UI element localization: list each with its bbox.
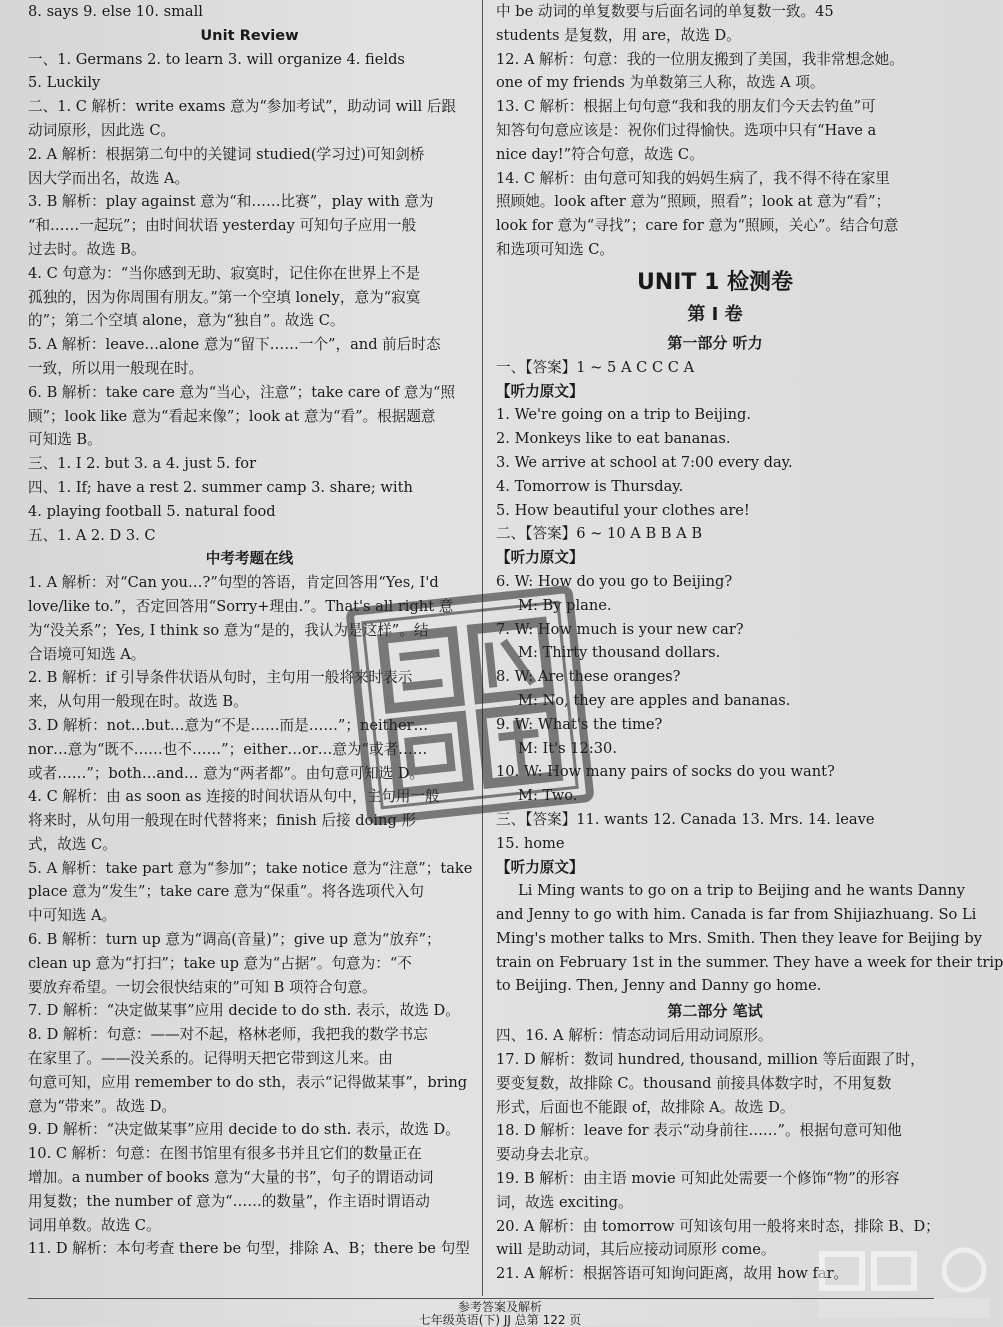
right-column-line: 15. home [496, 834, 565, 852]
left-column-line: 五、1. A 2. D 3. C [28, 526, 156, 544]
left-column-line: 用复数；the number of 意为“……的数量”，作主语时谓语动 [28, 1192, 430, 1210]
right-column-line: 【听力原文】 [496, 858, 584, 876]
left-column-line: 四、1. If; have a rest 2. summer camp 3. share; with [28, 478, 413, 496]
left-column-line: 将来时，从句用一般现在时代替将来；finish 后接 doing 形 [28, 812, 417, 830]
right-column-line: 【听力原文】 [496, 549, 584, 567]
right-column-line: 8. W: Are these oranges? [496, 668, 681, 686]
left-column-line: 过去时。故选 B。 [28, 240, 146, 258]
right-column-line: 二、【答案】6 ~ 10 A B B A B [496, 525, 703, 543]
left-column-line: 动词原形，因此选 C。 [28, 121, 176, 139]
footer-page-info: 七年级英语(下) JJ 总第 122 页 [418, 1313, 582, 1327]
right-column-line: 第 I 卷 [687, 303, 743, 325]
right-column-line: 10. W: How many pairs of socks do you want? [496, 763, 835, 781]
left-column-line: 8. D 解析：句意：——对不起，格林老师，我把我的数学书忘 [28, 1026, 428, 1044]
left-column-line: 中考考题在线 [205, 550, 294, 568]
right-column-line: 第二部分 笔试 [667, 1002, 763, 1021]
left-column-line: love/like to.”，否定回答用“Sorry+理由.”。That's all right 意 [28, 597, 454, 615]
left-column-line: 顾”；look like 意为“看起来像”；look at 意为“看”。根据题意 [28, 407, 436, 425]
right-column-line: 4. Tomorrow is Thursday. [496, 477, 684, 495]
left-column-line: 要放弃希望。一切会很快结束的”可知 B 项符合句意。 [28, 978, 377, 996]
left-column-line: Unit Review [200, 26, 299, 44]
right-column-line: 第一部分 听力 [667, 333, 763, 352]
footer-title: 参考答案及解析 [457, 1300, 542, 1314]
right-column-line: 要动身去北京。 [496, 1146, 599, 1164]
right-column-line: 和选项可知选 C。 [496, 240, 614, 258]
left-column-line: 来，从句用一般现在时。故选 B。 [28, 693, 248, 711]
left-column-line: 增加。a number of books 意为“大量的书”，句子的谓语动词 [28, 1169, 434, 1187]
right-column-line: nice day!”符合句意，故选 C。 [496, 145, 704, 163]
left-column-line: 二、1. C 解析：write exams 意为“参加考试”，助动词 will 后跟 [28, 98, 456, 116]
left-column-line: 5. A 解析：take part 意为“参加”；take notice 意为“注意”；take [28, 859, 473, 877]
right-column-line: 【听力原文】 [496, 382, 584, 400]
right-column-line: 知答句句意应该是：祝你们过得愉快。选项中只有“Have a [496, 121, 877, 139]
right-column-line: M: No, they are apples and bananas. [518, 691, 791, 709]
left-column-line: nor…意为“既不……也不……”；either…or…意为“或者…… [28, 740, 428, 758]
right-column-line: will 是助动词，其后应接动词原形 come。 [496, 1241, 776, 1259]
right-column-line: 三、【答案】11. wants 12. Canada 13. Mrs. 14. leave [496, 810, 875, 828]
right-column-line: UNIT 1 检测卷 [636, 269, 794, 295]
left-column-line: “和……一起玩”；由时间状语 yesterday 可知句子应用一般 [28, 217, 417, 235]
left-column-line: 词用单数。故选 C。 [28, 1216, 161, 1234]
right-column-line: one of my friends 为单数第三人称，故选 A 项。 [496, 74, 825, 92]
right-column-line: M: Thirty thousand dollars. [518, 644, 721, 662]
right-column-line: 20. A 解析：由 tomorrow 可知该句用一般将来时态，排除 B、D； [496, 1217, 940, 1235]
left-column-line: 4. C 句意为：“当你感到无助、寂寞时，记住你在世界上不是 [28, 264, 421, 282]
left-column-line: 4. C 解析：由 as soon as 连接的时间状语从句中，主句用一般 [28, 788, 440, 806]
right-column-line: 四、16. A 解析：情态动词后用动词原形。 [496, 1027, 773, 1045]
left-column-line: 合语境可知选 A。 [28, 645, 146, 663]
left-column-line: 11. D 解析：本句考查 there be 句型，排除 A、B；there be 句型 [28, 1240, 470, 1258]
left-column-line: 3. D 解析：not…but…意为“不是……而是……”；neither… [28, 716, 429, 734]
left-column-line: 6. B 解析：take care 意为“当心，注意”；take care of 意为“照 [28, 383, 456, 401]
left-column-line: 5. A 解析：leave…alone 意为“留下……一个”，and 前后时态 [28, 336, 441, 354]
left-column-line: clean up 意为“打扫”；take up 意为“占据”。句意为：“不 [28, 954, 412, 972]
left-column-line: 在家里了。——没关系的。记得明天把它带到这儿来。由 [28, 1050, 393, 1068]
left-column-line: 中可知选 A。 [28, 907, 117, 925]
left-column-line: place 意为“发生”；take care 意为“保重”。将各选项代入句 [28, 883, 424, 901]
right-column-line: 照顾她。look after 意为“照顾，照看”；look at 意为“看”； [496, 193, 891, 211]
right-column-line: 6. W: How do you go to Beijing? [496, 572, 733, 590]
page-footer [0, 1296, 1000, 1326]
left-column-line: 2. A 解析：根据第二句中的关键词 studied(学习过)可知剑桥 [28, 145, 425, 163]
left-column-line: 9. D 解析：“决定做某事”应用 decide to do sth. 表示，故选 D。 [28, 1121, 460, 1139]
left-column-line: 一、1. Germans 2. to learn 3. will organize 4. fields [28, 50, 405, 68]
right-column-line: 一、【答案】1 ~ 5 A C C C A [496, 358, 695, 376]
left-column-line: 可知选 B。 [28, 431, 102, 449]
right-column-line: 3. We arrive at school at 7:00 every day. [496, 453, 793, 471]
left-column-line: 一致，所以用一般现在时。 [28, 359, 204, 377]
right-column-line: and Jenny to go with him. Canada is far from Shijiazhuang. So Li [496, 906, 977, 924]
right-column-line: 18. D 解析：leave for 表示“动身前往……”。根据句意可知他 [496, 1122, 902, 1140]
left-column-line: 孤独的，因为你周围有朋友。”第一个空填 lonely，意为“寂寞 [28, 288, 421, 306]
left-column-line: 8. says 9. else 10. small [28, 3, 203, 20]
right-column-line: students 是复数，用 are，故选 D。 [496, 26, 741, 44]
right-column-line: M: Two. [518, 787, 578, 805]
right-column-line: train on February 1st in the summer. They have a week for their trip [496, 953, 1003, 971]
right-column-line: Li Ming wants to go on a trip to Beijing and he wants Danny [518, 882, 965, 900]
right-column-line: 词，故选 exciting。 [496, 1193, 633, 1211]
left-column-line: 三、1. I 2. but 3. a 4. just 5. for [28, 455, 257, 473]
left-column-line: 为“没关系”；Yes, I think so 意为“是的，我认为是这样”。结 [28, 621, 429, 639]
footer-rule [28, 1298, 934, 1299]
left-column-line: 句意可知，应用 remember to do sth，表示“记得做某事”，bring [28, 1073, 468, 1091]
left-column-line: 7. D 解析：“决定做某事”应用 decide to do sth. 表示，故选 D。 [28, 1002, 460, 1020]
right-column-line: M: It's 12:30. [518, 739, 617, 757]
right-column-line: 1. We're going on a trip to Beijing. [496, 406, 751, 424]
right-column-line: 中 be 动词的单复数要与后面名词的单复数一致。45 [496, 3, 834, 20]
left-column-line: 的”；第二个空填 alone，意为“独自”。故选 C。 [28, 312, 345, 330]
right-column-line: 形式，后面也不能跟 of，故排除 A。故选 D。 [496, 1098, 795, 1116]
left-column-line: 10. C 解析：句意：在图书馆里有很多书并且它们的数量正在 [28, 1145, 422, 1163]
right-column-line: Ming's mother talks to Mrs. Smith. Then they leave for Beijing by [496, 929, 982, 947]
left-column-line: 因大学而出名，故选 A。 [28, 169, 190, 187]
right-column-line: 21. A 解析：根据答语可知询问距离，故用 how far。 [496, 1265, 849, 1283]
right-column-line: 5. How beautiful your clothes are! [496, 501, 750, 519]
right-column-line: M: By plane. [518, 596, 612, 614]
left-column-line: 4. playing football 5. natural food [28, 502, 276, 520]
left-column-line: 意为“带来”。故选 D。 [28, 1097, 177, 1115]
right-column-line: to Beijing. Then, Jenny and Danny go home. [496, 977, 822, 995]
right-column-line: 7. W: How much is your new car? [496, 620, 744, 638]
left-column-line: 5. Luckily [28, 74, 101, 92]
right-column-line: 13. C 解析：根据上句句意“我和我的朋友们今天去钓鱼”可 [496, 98, 876, 116]
left-column-line: 式，故选 C。 [28, 835, 117, 853]
left-column-line: 或者……”；both…and… 意为“两者都”。由句意可知选 D。 [28, 764, 425, 782]
right-column-line: 19. B 解析：由主语 movie 可知此处需要一个修饰“物”的形容 [496, 1170, 900, 1188]
left-column-line: 1. A 解析：对“Can you…?”句型的答语，肯定回答用“Yes, I'd [28, 574, 439, 592]
left-column-line: 3. B 解析：play against 意为“和……比赛”，play with 意为 [28, 193, 434, 211]
right-column-line: look for 意为“寻找”；care for 意为“照顾，关心”。结合句意 [496, 217, 899, 235]
left-column-line: 6. B 解析：turn up 意为“调高(音量)”；give up 意为“放弃”； [28, 931, 441, 949]
right-column-line: 17. D 解析：数词 hundred, thousand, million 等后面跟了时， [496, 1051, 925, 1069]
right-column-line: 2. Monkeys like to eat bananas. [496, 430, 731, 448]
right-column-line: 9. W: What's the time? [496, 715, 663, 733]
left-column-line: 2. B 解析：if 引导条件状语从句时，主句用一般将来时表示 [28, 669, 413, 687]
stamp-seal [339, 578, 602, 832]
right-column-line: 12. A 解析：句意：我的一位朋友搬到了美国，我非常想念她。 [496, 50, 904, 68]
right-column-line: 要变复数，故排除 C。thousand 前接具体数字时，不用复数 [496, 1074, 892, 1092]
right-column-line: 14. C 解析：由句意可知我的妈妈生病了，我不得不待在家里 [496, 169, 890, 187]
